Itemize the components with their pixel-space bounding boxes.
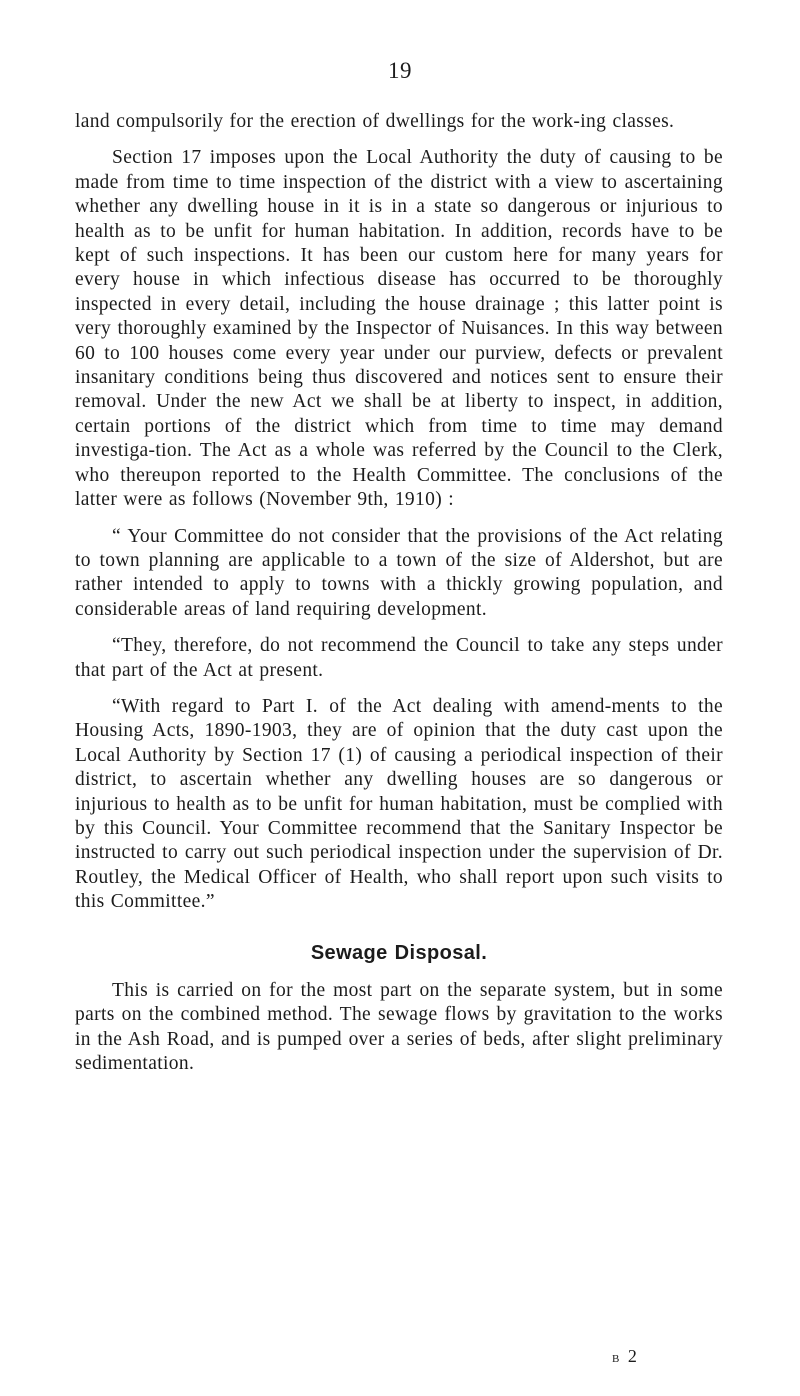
paragraph-committee-town-planning: “ Your Committee do not consider that the provisions of the Act relating to town planning are applicable to a town of the size of Aldershot, but are rather intended to apply to towns with a thickly growing population, and considerable areas of land requiring development. <box>75 525 723 620</box>
paragraph-housing-acts: “With regard to Part I. of the Act dealing with amend-ments to the Housing Acts, 1890-1903, they are of opinion that the duty cast upon the Local Authority by Section 17 (1) of causing a periodical inspection of their district, to ascertain whether any dwelling houses are so dangerous or injurious to health as to be unfit for human habitation, must be complied with by this Council. Your Committee recommend that the Sanitary Inspector be instructed to carry out such periodical inspection under the supervision of Dr. Routley, the Medical Officer of Health, who shall report upon such visits to this Committee.” <box>75 695 723 913</box>
body-text <box>75 110 723 1077</box>
paragraph-committee-recommendation: “They, therefore, do not recommend the Council to take any steps under that part of the Act at present. <box>75 635 723 681</box>
page-number: 19 <box>388 58 412 83</box>
signature-letter: b <box>612 1350 622 1366</box>
printer-signature-mark <box>612 1346 639 1367</box>
signature-number: 2 <box>627 1346 639 1366</box>
paragraph-section-17: Section 17 imposes upon the Local Authority the duty of causing to be made from time to time inspection of the district with a view to ascertaining whether any dwelling house in it is in a state so dangerous or injurious to health as to be unfit for human habitation. In addition, records have to be kept of such inspections. It has been our custom here for many years for every house in which infectious disease has occurred to be thoroughly inspected in every detail, including the house drainage ; this latter point is very thoroughly examined by the Inspector of Nuisances. In this way between 60 to 100 houses come every year under our purview, defects or prevalent insanitary conditions being thus discovered and notices sent to ensure their removal. Under the new Act we shall be at liberty to inspect, in addition, certain portions of the district which from time to time may demand investiga-tion. The Act as a whole was referred by the Council to the Clerk, who thereupon reported to the Health Committee. The conclusions of the latter were as follows (November 9th, 1910) : <box>75 147 723 511</box>
section-heading-sewage-disposal: Sewage Disposal. <box>310 941 488 964</box>
paragraph-sewage: This is carried on for the most part on the separate system, but in some parts on the combined method. The sewage flows by gravitation to the works in the Ash Road, and is pumped over a series of beds, after slight preliminary sedimentation. <box>75 980 723 1075</box>
paragraph-continuation: land compulsorily for the erection of dwellings for the work-ing classes. <box>75 111 675 132</box>
